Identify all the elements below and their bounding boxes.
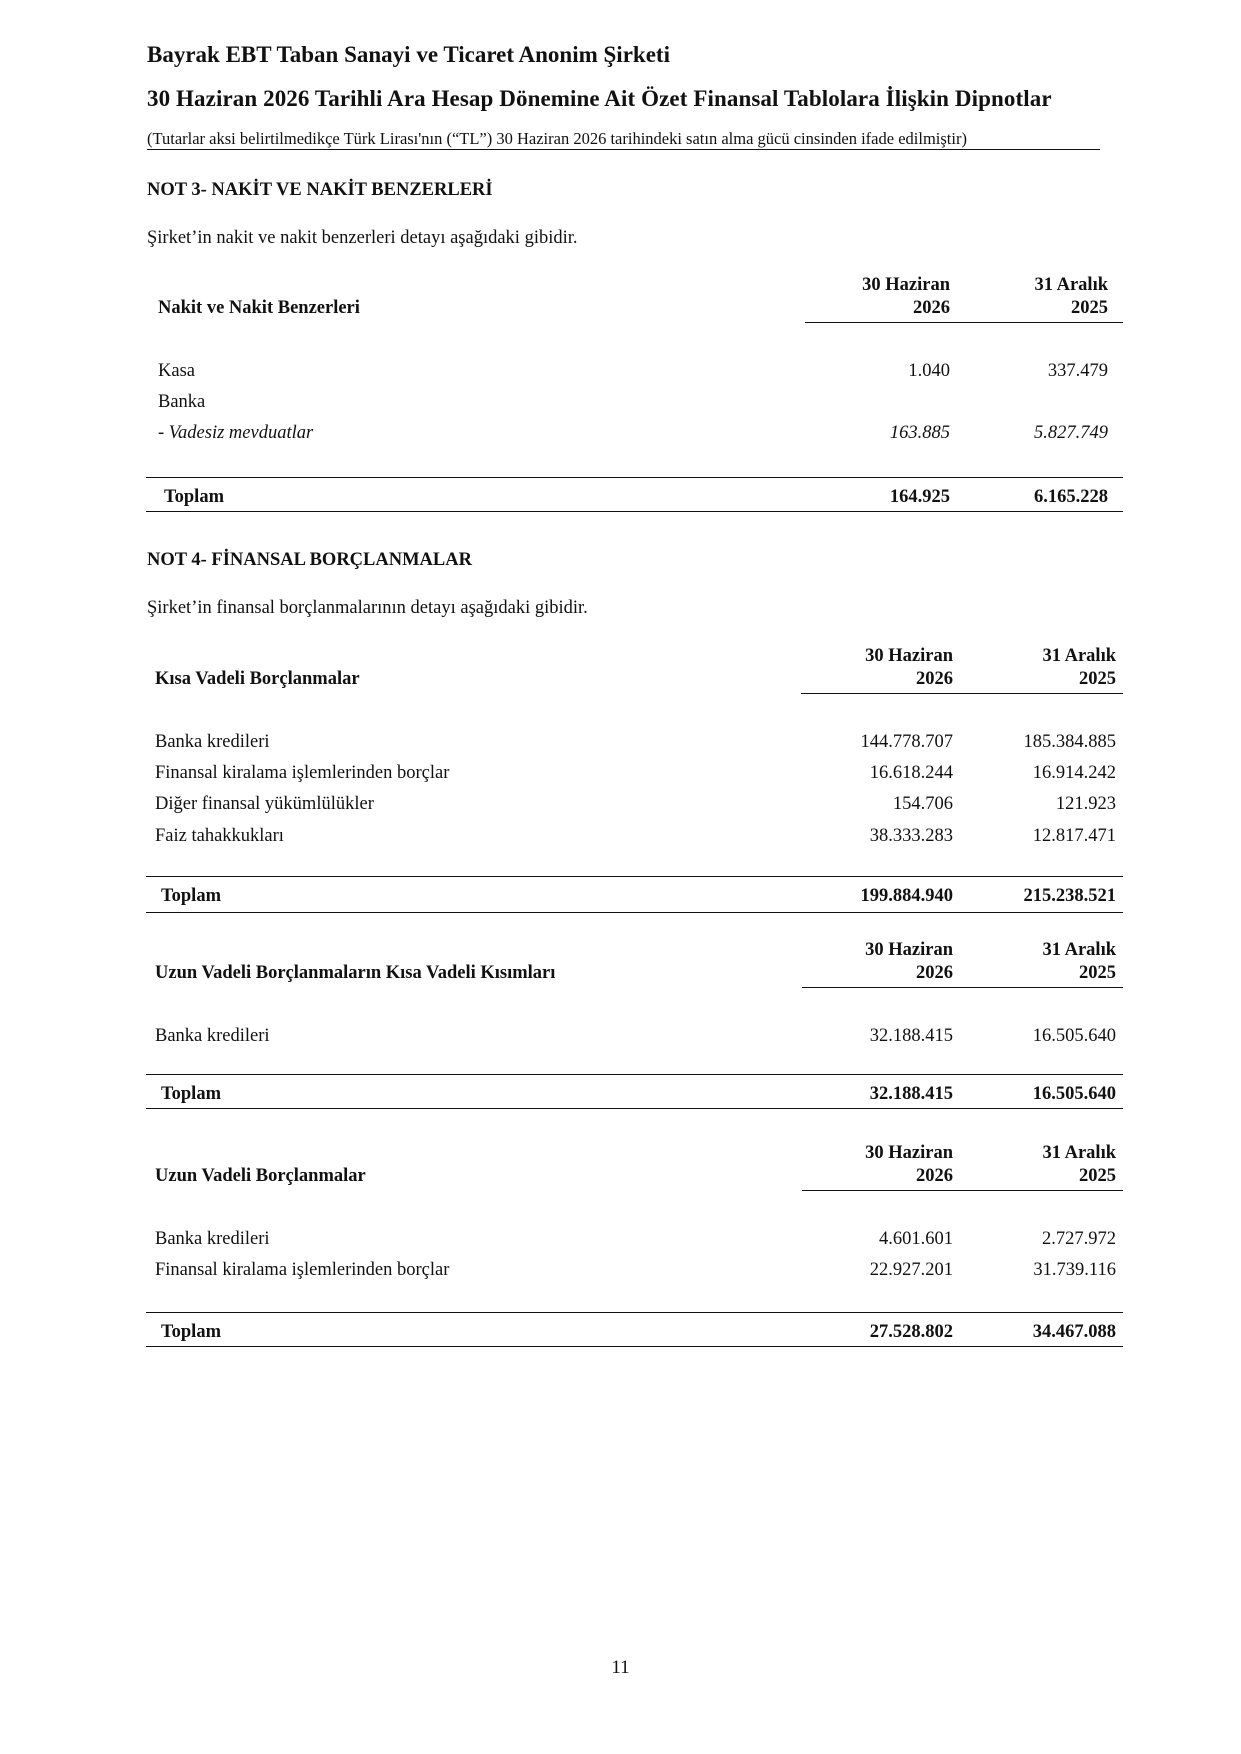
total-value-2025: 16.505.640 (1032, 1084, 1116, 1104)
col1-header-line1: 30 Haziran (862, 275, 950, 295)
header-underline (801, 693, 1123, 694)
col2-header-line1: 31 Aralık (1042, 940, 1116, 960)
col1-header-line2: 2026 (916, 1166, 953, 1186)
row-value-2025: 337.479 (1047, 361, 1108, 381)
row-value-2026: 163.885 (889, 423, 950, 443)
col2-header-line1: 31 Aralık (1042, 1143, 1116, 1163)
total-bottom-rule (146, 1108, 1123, 1109)
row-label: - Vadesiz mevduatlar (158, 423, 314, 443)
col2-header-line2: 2025 (1079, 963, 1116, 983)
page-number: 11 (611, 1657, 630, 1678)
note4-intro: Şirket’in finansal borçlanmalarının detayı aşağıdaki gibidir. (147, 598, 588, 618)
col2-header-line1: 31 Aralık (1034, 275, 1108, 295)
col1-header-line2: 2026 (913, 298, 950, 318)
total-top-rule (146, 876, 1123, 877)
total-value-2026: 27.528.802 (869, 1322, 953, 1342)
row-label: Finansal kiralama işlemlerinden borçlar (155, 763, 450, 783)
col1-header-line1: 30 Haziran (865, 646, 953, 666)
header-underline (805, 322, 1123, 323)
short-term-table (146, 646, 1123, 916)
row-value-2026: 154.706 (892, 794, 953, 814)
row-label: Banka kredileri (155, 1229, 270, 1249)
col2-header-line2: 2025 (1079, 1166, 1116, 1186)
row-label: Diğer finansal yükümlülükler (155, 794, 374, 814)
table-header-label: Uzun Vadeli Borçlanmalar (155, 1166, 366, 1186)
row-value-2026: 32.188.415 (869, 1026, 953, 1046)
row-value-2025: 31.739.116 (1033, 1260, 1116, 1280)
row-label: Banka kredileri (155, 1026, 270, 1046)
row-value-2026: 22.927.201 (869, 1260, 953, 1280)
header-underline (802, 1190, 1123, 1191)
current-portion-table (146, 940, 1123, 1115)
row-value-2025: 121.923 (1055, 794, 1116, 814)
row-value-2025: 16.505.640 (1032, 1026, 1116, 1046)
total-value-2026: 164.925 (889, 487, 950, 507)
total-value-2025: 215.238.521 (1023, 886, 1116, 906)
total-label: Toplam (161, 1322, 221, 1342)
col2-header-line2: 2025 (1071, 298, 1108, 318)
header-divider (147, 149, 1100, 150)
total-value-2025: 6.165.228 (1034, 487, 1108, 507)
row-value-2026: 1.040 (908, 361, 950, 381)
row-value-2026: 144.778.707 (860, 732, 953, 752)
document-title: 30 Haziran 2026 Tarihli Ara Hesap Dönemine Ait Özet Finansal Tablolara İlişkin Dipnotlar (147, 86, 1052, 111)
row-value-2026: 4.601.601 (879, 1229, 953, 1249)
row-value-2025: 5.827.749 (1034, 423, 1108, 443)
row-label: Kasa (158, 361, 195, 381)
total-label: Toplam (161, 1084, 221, 1104)
row-value-2026: 38.333.283 (869, 826, 953, 846)
row-label: Faiz tahakkukları (155, 826, 284, 846)
table-header-label: Uzun Vadeli Borçlanmaların Kısa Vadeli Kısımları (155, 963, 556, 983)
row-value-2025: 12.817.471 (1032, 826, 1116, 846)
document-subtitle: (Tutarlar aksi belirtilmedikçe Türk Lirası'nın (“TL”) 30 Haziran 2026 tarihindeki satın alma gücü cinsinden ifade edilmiştir) (147, 129, 967, 148)
total-bottom-rule (146, 511, 1123, 512)
company-name: Bayrak EBT Taban Sanayi ve Ticaret Anonim Şirketi (147, 42, 670, 67)
total-value-2026: 32.188.415 (869, 1084, 953, 1104)
table-header-label: Nakit ve Nakit Benzerleri (158, 298, 360, 318)
col1-header-line1: 30 Haziran (865, 940, 953, 960)
total-value-2026: 199.884.940 (860, 886, 953, 906)
note4-title: NOT 4- FİNANSAL BORÇLANMALAR (147, 550, 472, 570)
row-value-2025: 185.384.885 (1023, 732, 1116, 752)
col2-header-line1: 31 Aralık (1042, 646, 1116, 666)
row-value-2025: 2.727.972 (1042, 1229, 1116, 1249)
note3-title: NOT 3- NAKİT VE NAKİT BENZERLERİ (147, 180, 493, 200)
total-top-rule (146, 1074, 1123, 1075)
total-bottom-rule (146, 1346, 1123, 1347)
row-value-2025: 16.914.242 (1032, 763, 1116, 783)
long-term-table (146, 1143, 1123, 1353)
col1-header-line1: 30 Haziran (865, 1143, 953, 1163)
col1-header-line2: 2026 (916, 963, 953, 983)
total-top-rule (146, 1312, 1123, 1313)
cash-table (146, 275, 1123, 515)
header-underline (802, 987, 1123, 988)
total-label: Toplam (161, 886, 221, 906)
note3-intro: Şirket’in nakit ve nakit benzerleri detayı aşağıdaki gibidir. (147, 228, 578, 248)
row-label: Banka kredileri (155, 732, 270, 752)
total-top-rule (146, 477, 1123, 478)
row-label: Banka (158, 392, 206, 412)
table-header-label: Kısa Vadeli Borçlanmalar (155, 669, 360, 689)
row-value-2026: 16.618.244 (869, 763, 953, 783)
total-value-2025: 34.467.088 (1032, 1322, 1116, 1342)
total-label: Toplam (164, 487, 224, 507)
row-label: Finansal kiralama işlemlerinden borçlar (155, 1260, 450, 1280)
col2-header-line2: 2025 (1079, 669, 1116, 689)
total-bottom-rule (146, 912, 1123, 913)
col1-header-line2: 2026 (916, 669, 953, 689)
